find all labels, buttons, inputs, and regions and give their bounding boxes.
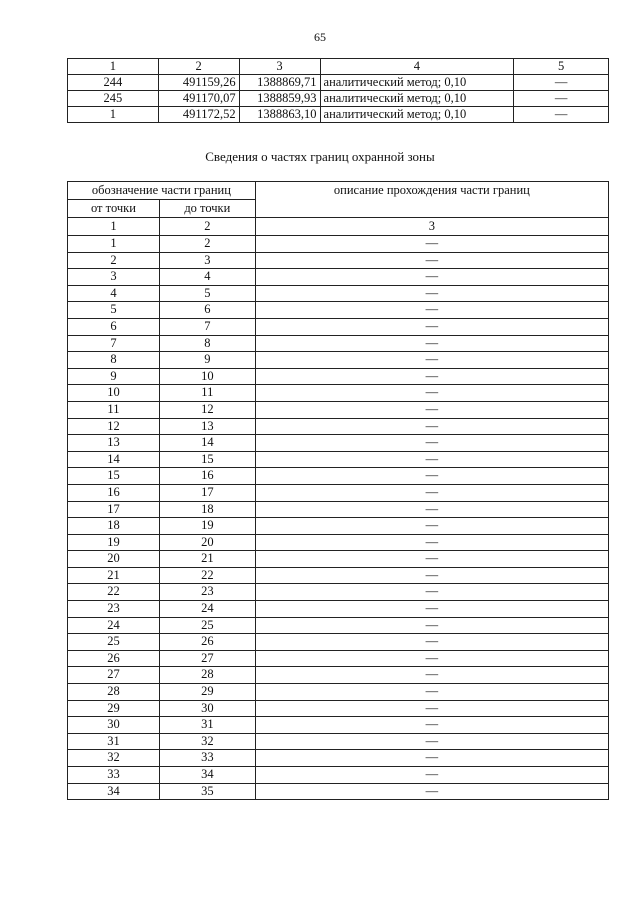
to-point: 7: [159, 318, 255, 335]
from-point: 34: [68, 783, 160, 800]
to-point: 26: [159, 634, 255, 651]
to-point: 4: [159, 269, 255, 286]
coordinate-x: 491172,52: [158, 107, 239, 123]
table-row: [68, 667, 609, 684]
description: —: [255, 484, 608, 501]
coordinate-x: 491159,26: [158, 75, 239, 91]
from-point: 7: [68, 335, 160, 352]
table-row: [68, 107, 609, 123]
table-row: [68, 236, 609, 253]
coordinate-y: 1388859,93: [239, 91, 320, 107]
description: —: [255, 667, 608, 684]
coordinates-table: [67, 58, 609, 123]
table-row: [68, 717, 609, 734]
description: —: [255, 401, 608, 418]
from-point: 20: [68, 551, 160, 568]
to-point: 31: [159, 717, 255, 734]
to-point: 33: [159, 750, 255, 767]
from-point: 17: [68, 501, 160, 518]
description: —: [255, 733, 608, 750]
to-point: 19: [159, 518, 255, 535]
description: —: [255, 601, 608, 618]
description: —: [255, 252, 608, 269]
from-point: 27: [68, 667, 160, 684]
description: —: [255, 518, 608, 535]
point-number: 244: [68, 75, 159, 91]
description: —: [255, 750, 608, 767]
to-point: 2: [159, 236, 255, 253]
description: —: [255, 468, 608, 485]
description: —: [255, 534, 608, 551]
column-number-1: 1: [68, 59, 159, 75]
to-point: 28: [159, 667, 255, 684]
description: —: [255, 717, 608, 734]
column-number-3: 3: [239, 59, 320, 75]
table-row: [68, 385, 609, 402]
table-row: [68, 750, 609, 767]
from-point: 4: [68, 285, 160, 302]
boundary-parts-table: [67, 181, 609, 800]
table-row: [68, 252, 609, 269]
from-point: 19: [68, 534, 160, 551]
section-title: Сведения о частях границ охранной зоны: [205, 149, 435, 164]
header-to-point: до точки: [159, 200, 255, 218]
to-point: 35: [159, 783, 255, 800]
table-row: [68, 650, 609, 667]
description: —: [255, 700, 608, 717]
from-point: 21: [68, 567, 160, 584]
to-point: 21: [159, 551, 255, 568]
to-point: 14: [159, 435, 255, 452]
table-row: [68, 617, 609, 634]
column-number-3: 3: [255, 218, 608, 236]
table-row: [68, 418, 609, 435]
column-number-2: 2: [158, 59, 239, 75]
table-row: [68, 435, 609, 452]
parts-numbering-row: [68, 218, 609, 236]
description: —: [255, 236, 608, 253]
description: —: [514, 107, 609, 123]
description: —: [255, 501, 608, 518]
header-from-point: от точки: [68, 200, 160, 218]
table-row: [68, 567, 609, 584]
description: —: [255, 684, 608, 701]
to-point: 34: [159, 767, 255, 784]
table-row: [68, 518, 609, 535]
table-row: [68, 767, 609, 784]
table-row: [68, 501, 609, 518]
table-row: [68, 302, 609, 319]
table-row: [68, 75, 609, 91]
to-point: 22: [159, 567, 255, 584]
table-row: [68, 783, 609, 800]
to-point: 3: [159, 252, 255, 269]
from-point: 8: [68, 352, 160, 369]
table-row: [68, 352, 609, 369]
to-point: 17: [159, 484, 255, 501]
coordinates-header-row: [68, 59, 609, 75]
from-point: 28: [68, 684, 160, 701]
from-point: 12: [68, 418, 160, 435]
header-description: описание прохождения части границ: [255, 182, 608, 218]
from-point: 22: [68, 584, 160, 601]
from-point: 33: [68, 767, 160, 784]
method-accuracy: аналитический метод; 0,10: [320, 75, 514, 91]
description: —: [255, 634, 608, 651]
to-point: 5: [159, 285, 255, 302]
column-number-1: 1: [68, 218, 160, 236]
to-point: 6: [159, 302, 255, 319]
column-number-2: 2: [159, 218, 255, 236]
coordinate-y: 1388863,10: [239, 107, 320, 123]
from-point: 5: [68, 302, 160, 319]
description: —: [255, 285, 608, 302]
from-point: 14: [68, 451, 160, 468]
to-point: 29: [159, 684, 255, 701]
to-point: 10: [159, 368, 255, 385]
from-point: 3: [68, 269, 160, 286]
from-point: 13: [68, 435, 160, 452]
to-point: 9: [159, 352, 255, 369]
table-row: [68, 534, 609, 551]
description: —: [255, 269, 608, 286]
point-number: 1: [68, 107, 159, 123]
from-point: 1: [68, 236, 160, 253]
table-row: [68, 484, 609, 501]
to-point: 11: [159, 385, 255, 402]
table-row: [68, 368, 609, 385]
table-row: [68, 468, 609, 485]
table-row: [68, 684, 609, 701]
description: —: [255, 451, 608, 468]
table-row: [68, 318, 609, 335]
from-point: 29: [68, 700, 160, 717]
point-number: 245: [68, 91, 159, 107]
parts-header-row: [68, 182, 609, 200]
description: —: [255, 418, 608, 435]
from-point: 24: [68, 617, 160, 634]
from-point: 18: [68, 518, 160, 535]
description: —: [255, 352, 608, 369]
page-number: 65: [314, 30, 326, 44]
to-point: 8: [159, 335, 255, 352]
description: —: [514, 91, 609, 107]
description: —: [255, 783, 608, 800]
from-point: 30: [68, 717, 160, 734]
to-point: 15: [159, 451, 255, 468]
to-point: 25: [159, 617, 255, 634]
column-number-5: 5: [514, 59, 609, 75]
description: —: [255, 435, 608, 452]
method-accuracy: аналитический метод; 0,10: [320, 107, 514, 123]
description: —: [514, 75, 609, 91]
table-row: [68, 285, 609, 302]
to-point: 24: [159, 601, 255, 618]
table-row: [68, 91, 609, 107]
description: —: [255, 368, 608, 385]
table-row: [68, 601, 609, 618]
from-point: 16: [68, 484, 160, 501]
from-point: 11: [68, 401, 160, 418]
description: —: [255, 650, 608, 667]
header-boundary-designation: обозначение части границ: [68, 182, 256, 200]
table-row: [68, 451, 609, 468]
description: —: [255, 318, 608, 335]
from-point: 6: [68, 318, 160, 335]
from-point: 9: [68, 368, 160, 385]
table-row: [68, 634, 609, 651]
from-point: 31: [68, 733, 160, 750]
from-point: 25: [68, 634, 160, 651]
description: —: [255, 617, 608, 634]
description: —: [255, 335, 608, 352]
to-point: 16: [159, 468, 255, 485]
to-point: 12: [159, 401, 255, 418]
coordinate-y: 1388869,71: [239, 75, 320, 91]
from-point: 26: [68, 650, 160, 667]
description: —: [255, 551, 608, 568]
from-point: 10: [68, 385, 160, 402]
method-accuracy: аналитический метод; 0,10: [320, 91, 514, 107]
from-point: 32: [68, 750, 160, 767]
table-row: [68, 269, 609, 286]
coordinate-x: 491170,07: [158, 91, 239, 107]
table-row: [68, 733, 609, 750]
column-number-4: 4: [320, 59, 514, 75]
table-row: [68, 584, 609, 601]
table-row: [68, 551, 609, 568]
description: —: [255, 567, 608, 584]
description: —: [255, 302, 608, 319]
description: —: [255, 584, 608, 601]
to-point: 32: [159, 733, 255, 750]
table-row: [68, 700, 609, 717]
from-point: 23: [68, 601, 160, 618]
to-point: 18: [159, 501, 255, 518]
to-point: 27: [159, 650, 255, 667]
description: —: [255, 385, 608, 402]
to-point: 23: [159, 584, 255, 601]
description: —: [255, 767, 608, 784]
to-point: 20: [159, 534, 255, 551]
from-point: 2: [68, 252, 160, 269]
from-point: 15: [68, 468, 160, 485]
table-row: [68, 401, 609, 418]
to-point: 13: [159, 418, 255, 435]
to-point: 30: [159, 700, 255, 717]
table-row: [68, 335, 609, 352]
